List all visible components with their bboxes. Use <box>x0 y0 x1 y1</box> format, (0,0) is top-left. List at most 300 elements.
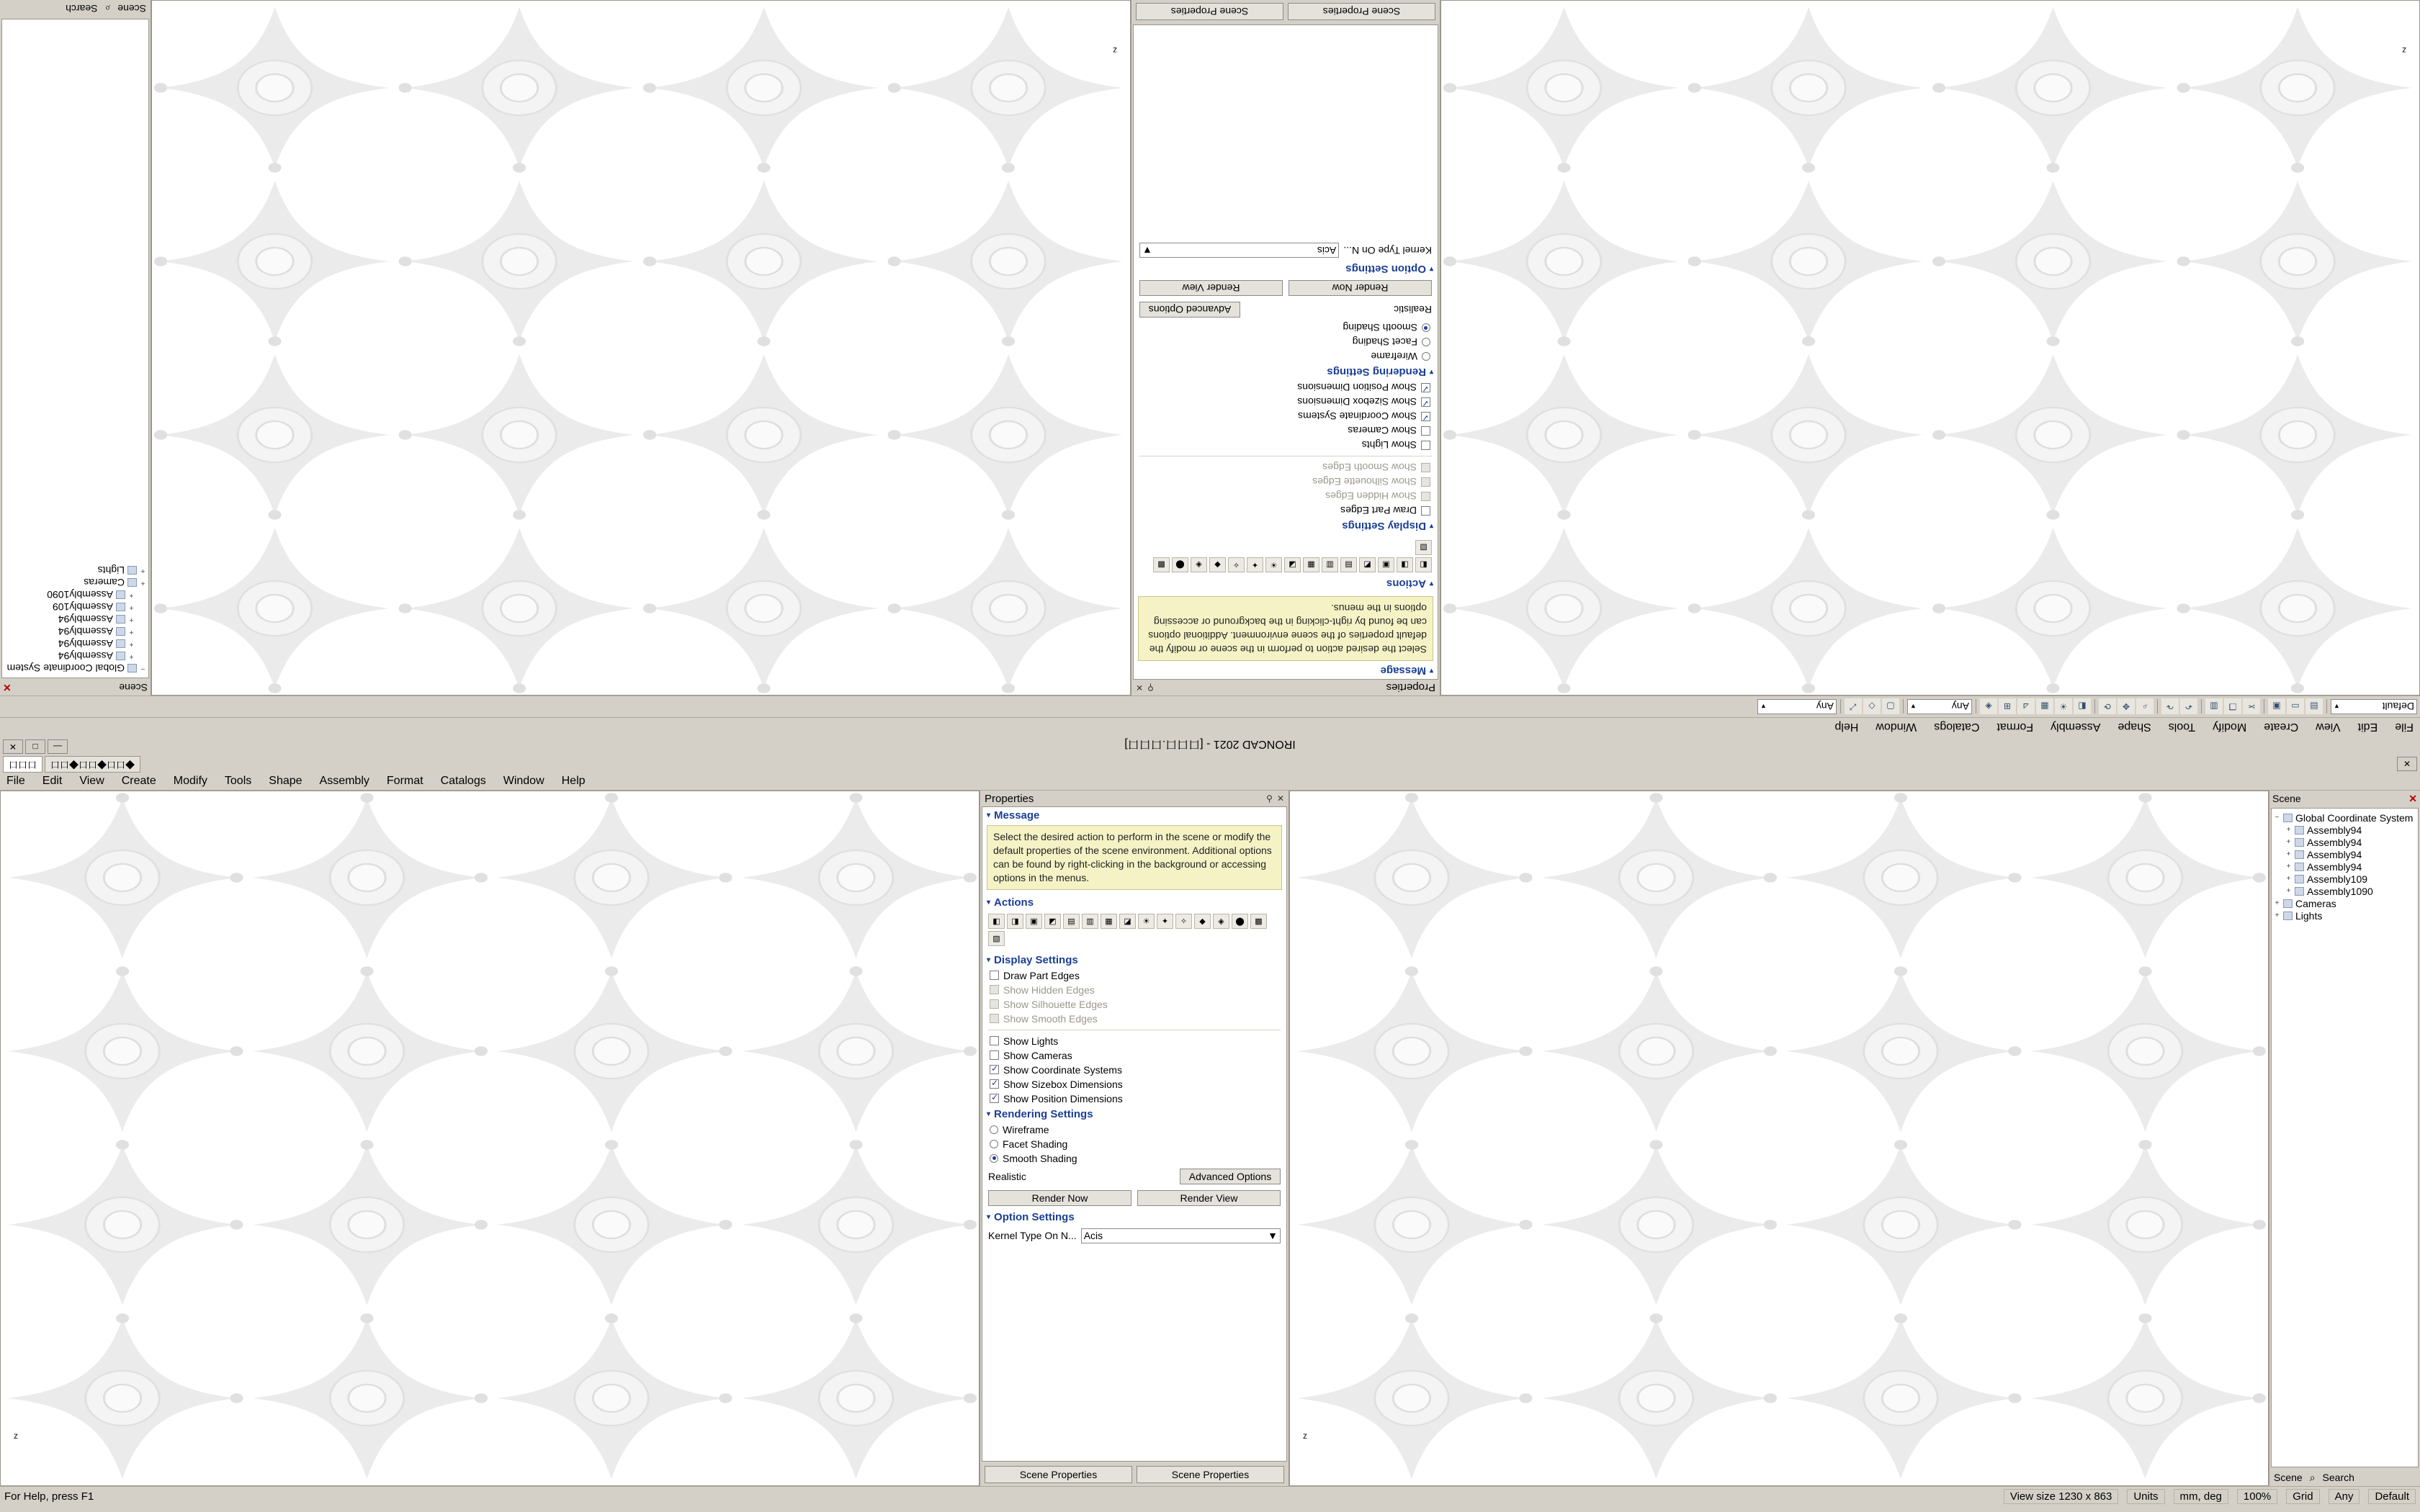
menu-tools[interactable]: Tools <box>224 774 252 787</box>
tree-node-assembly[interactable] <box>2274 836 2416 848</box>
checkbox-icon[interactable] <box>1421 506 1430 516</box>
pin-icon[interactable]: ⚲ <box>1147 683 1154 693</box>
render-buttons[interactable] <box>982 1187 1286 1209</box>
checkbox-label: Draw Part Edges <box>1340 505 1417 517</box>
actions-section-label: Actions <box>1386 577 1426 590</box>
checkbox-label: Show Sizebox Dimensions <box>1297 396 1417 408</box>
checkbox-show-hidden-edges <box>1134 489 1438 503</box>
expander-icon[interactable]: − <box>2275 814 2280 822</box>
checkbox-label: Show Hidden Edges <box>1325 490 1417 503</box>
tree-node-assembly[interactable] <box>2274 885 2416 897</box>
checkbox-icon <box>1421 463 1430 472</box>
search-icon[interactable]: ⌕ <box>104 3 111 15</box>
action-icon-9[interactable]: ☀ <box>1138 914 1155 929</box>
action-icon-7[interactable]: ▦ <box>1303 557 1319 572</box>
assembly-icon <box>116 628 125 636</box>
light-icon[interactable]: ☀ <box>2055 699 2072 715</box>
radio-facet-shading[interactable] <box>982 1137 1286 1151</box>
panel-controls[interactable] <box>1266 793 1284 804</box>
menu-view[interactable]: View <box>79 774 104 787</box>
menu-modify[interactable]: Modify <box>173 774 207 787</box>
menu-catalogs[interactable]: Catalogs <box>440 774 486 787</box>
work-area <box>0 791 2420 1486</box>
action-icon-6[interactable]: ▥ <box>1322 557 1338 572</box>
view-fit-icon[interactable]: ⤢ <box>1845 699 1862 715</box>
status-snap[interactable]: Grid <box>2286 1489 2319 1504</box>
maximize-button[interactable]: □ <box>25 739 45 754</box>
tab-close-icon[interactable]: ✕ <box>2397 757 2417 771</box>
tab-scene-properties-1[interactable]: Scene Properties <box>1288 3 1435 20</box>
radio-icon[interactable] <box>1422 338 1430 346</box>
checkbox-show-lights[interactable] <box>1134 438 1438 452</box>
checkbox-icon[interactable] <box>1421 412 1430 421</box>
realistic-label: Realistic <box>1394 304 1432 316</box>
radio-icon[interactable] <box>1422 323 1430 332</box>
action-icon-12[interactable]: ◆ <box>1194 914 1211 929</box>
tab-scene-properties-1[interactable]: Scene Properties <box>985 1466 1132 1483</box>
zoom-icon[interactable]: ⌕ <box>2136 699 2154 715</box>
assembly-icon <box>116 616 125 624</box>
status-view-size: View size 1230 x 863 <box>2004 1489 2118 1504</box>
menu-file[interactable]: File <box>2395 721 2414 734</box>
status-any[interactable]: Any <box>2329 1489 2360 1504</box>
assembly-icon <box>116 640 125 649</box>
snap-icon[interactable]: ◈ <box>1980 699 1997 715</box>
action-icon-1[interactable]: ◧ <box>1415 557 1432 572</box>
view-front-icon[interactable]: ▢ <box>1882 699 1899 715</box>
render-view-button[interactable]: Render View <box>1137 1190 1281 1206</box>
checkbox-icon <box>990 999 999 1009</box>
menu-help[interactable]: Help <box>1834 721 1859 734</box>
menu-format[interactable]: Format <box>1996 721 2034 734</box>
tree-node-assembly[interactable] <box>4 601 146 613</box>
checkbox-show-coordinate-systems[interactable] <box>982 1063 1286 1077</box>
action-icon-16[interactable]: ▧ <box>1415 540 1432 555</box>
realistic-row[interactable] <box>982 1166 1286 1187</box>
rendering-settings-label: Rendering Settings <box>1327 366 1426 379</box>
model-render <box>152 1 1130 695</box>
menu-tools[interactable]: Tools <box>2168 721 2196 734</box>
checkbox-show-position-dimensions[interactable] <box>1134 380 1438 395</box>
scene-browser-header <box>0 680 151 696</box>
checkbox-draw-part-edges[interactable] <box>982 968 1286 983</box>
action-icon-1[interactable]: ◧ <box>988 914 1005 929</box>
tree-node-assembly[interactable] <box>2274 824 2416 836</box>
expander-icon[interactable]: + <box>2286 826 2291 834</box>
tree-node-assembly[interactable] <box>4 638 146 650</box>
expander-icon[interactable]: + <box>129 603 134 611</box>
tree-node-lights[interactable] <box>4 564 146 577</box>
scene-browser <box>2269 791 2420 1486</box>
tab-scene[interactable]: Scene <box>117 3 146 14</box>
menu-assembly[interactable]: Assembly <box>2051 721 2101 734</box>
option-settings-header[interactable] <box>1134 261 1438 277</box>
scene-tree[interactable] <box>1 19 149 678</box>
checkbox-icon[interactable] <box>990 1036 999 1045</box>
document-tab-strip[interactable] <box>0 756 2420 772</box>
checkbox-label: Show Smooth Edges <box>1322 462 1417 474</box>
render-now-button[interactable]: Render Now <box>988 1190 1131 1206</box>
expander-icon[interactable]: − <box>140 665 145 672</box>
realistic-label: Realistic <box>988 1170 1026 1182</box>
tree-node-label: Assembly94 <box>58 650 113 662</box>
tab-scene-properties-2[interactable]: Scene Properties <box>1137 1466 1284 1483</box>
close-icon[interactable]: ✕ <box>3 682 12 694</box>
menu-format[interactable]: Format <box>386 774 424 787</box>
document-tab-2[interactable]: 口口◆口口◆口口◆ <box>45 756 140 773</box>
axis-label-z: z <box>1113 45 1117 55</box>
scene-browser-tabs[interactable] <box>0 0 151 17</box>
render-buttons[interactable] <box>1134 277 1438 299</box>
expander-icon[interactable]: + <box>129 652 134 660</box>
checkbox-icon[interactable] <box>990 1050 999 1060</box>
style-combo[interactable]: Default ▼ <box>2331 699 2417 714</box>
properties-panel <box>1131 0 1440 696</box>
scene-properties-tabs[interactable] <box>980 1463 1289 1486</box>
radio-icon[interactable] <box>1422 352 1430 361</box>
expander-icon[interactable]: + <box>2286 863 2291 870</box>
chevron-down-icon: ▾ <box>987 1110 991 1118</box>
expander-icon[interactable]: + <box>2286 887 2291 895</box>
checkbox-label: Show Position Dimensions <box>1003 1092 1123 1104</box>
status-units-value[interactable]: mm, deg <box>2174 1489 2228 1504</box>
checkbox-icon[interactable] <box>990 971 999 980</box>
message-section-label: Message <box>1380 665 1426 677</box>
actions-section-label: Actions <box>994 896 1034 909</box>
menu-shape[interactable]: Shape <box>2118 721 2151 734</box>
action-icon-2[interactable]: ◨ <box>1397 557 1413 572</box>
copy-icon[interactable]: ❐ <box>2224 699 2241 715</box>
assembly-icon <box>2295 863 2304 871</box>
panel-controls[interactable] <box>1136 683 1154 693</box>
actions-section-header[interactable] <box>982 894 1286 911</box>
tree-node-cameras[interactable] <box>4 577 146 589</box>
checkbox-label: Show Lights <box>1361 439 1417 451</box>
action-icon-8[interactable]: ◪ <box>1119 914 1136 929</box>
kernel-type-row[interactable] <box>1134 240 1438 261</box>
menu-edit[interactable]: Edit <box>42 774 63 787</box>
minimize-button[interactable]: — <box>48 739 68 754</box>
expander-icon[interactable]: + <box>129 591 134 599</box>
render-now-button[interactable]: Render Now <box>1289 280 1432 296</box>
checkbox-show-sizebox-dimensions[interactable] <box>1134 395 1438 409</box>
expander-icon[interactable]: + <box>2286 838 2291 846</box>
expander-icon[interactable]: + <box>140 567 145 575</box>
radio-icon[interactable] <box>990 1125 998 1134</box>
expander-icon[interactable]: + <box>2275 899 2280 907</box>
menu-bar[interactable] <box>0 772 2420 791</box>
checkbox-label: Show Position Dimensions <box>1297 382 1417 394</box>
checkbox-show-position-dimensions[interactable] <box>982 1092 1286 1106</box>
checkbox-icon[interactable] <box>990 1094 999 1103</box>
radio-label: Smooth Shading <box>1343 322 1417 334</box>
filter-combo[interactable]: Any ▼ <box>1907 699 1972 714</box>
tab-search[interactable]: Search <box>66 3 98 14</box>
render-view-button[interactable]: Render View <box>1139 280 1283 296</box>
tree-node-assembly[interactable] <box>4 589 146 601</box>
action-icon-4[interactable]: ◩ <box>1044 914 1061 929</box>
radio-smooth-shading[interactable] <box>982 1151 1286 1166</box>
actions-icon-grid[interactable] <box>982 911 1286 952</box>
tree-node-label: Assembly94 <box>2307 836 2362 848</box>
tree-node-global-coordinate-system[interactable] <box>2274 811 2416 824</box>
menu-catalogs[interactable]: Catalogs <box>1934 721 1980 734</box>
radio-icon[interactable] <box>990 1154 998 1163</box>
message-section-header[interactable] <box>982 807 1286 824</box>
action-icon-7[interactable]: ▦ <box>1101 914 1117 929</box>
tab-scene-properties-2[interactable]: Scene Properties <box>1136 3 1283 20</box>
checkbox-icon <box>1421 477 1430 487</box>
status-bar <box>0 1486 2420 1506</box>
checkbox-icon[interactable] <box>1421 383 1430 392</box>
pan-icon[interactable]: ✥ <box>2118 699 2135 715</box>
tab-search[interactable]: Search <box>2322 1472 2354 1483</box>
menu-window[interactable]: Window <box>503 774 544 787</box>
checkbox-show-hidden-edges <box>982 983 1286 997</box>
scene-browser-header <box>2269 791 2420 806</box>
kernel-type-row[interactable] <box>982 1225 1286 1246</box>
model-render <box>1441 1 2419 695</box>
advanced-options-button[interactable]: Advanced Options <box>1139 302 1240 318</box>
action-icon-15[interactable]: ▩ <box>1250 914 1267 929</box>
action-icon-11[interactable]: ✧ <box>1228 557 1245 572</box>
axis-triad <box>11 1431 54 1474</box>
tree-node-assembly[interactable] <box>2274 860 2416 873</box>
render-icon[interactable]: ◧ <box>2074 699 2091 715</box>
tree-node-assembly[interactable] <box>4 650 146 662</box>
checkbox-label: Show Cameras <box>1348 425 1417 437</box>
expander-icon[interactable]: + <box>140 579 145 587</box>
tree-node-cameras[interactable] <box>2274 897 2416 909</box>
checkbox-icon[interactable] <box>990 1065 999 1074</box>
radio-smooth-shading[interactable] <box>1134 320 1438 335</box>
checkbox-show-sizebox-dimensions[interactable] <box>982 1077 1286 1092</box>
display-settings-label: Display Settings <box>1342 520 1426 533</box>
view-iso-icon[interactable]: ◇ <box>1863 699 1881 715</box>
paste-icon[interactable]: ▥ <box>2205 699 2223 715</box>
viewport-right[interactable] <box>151 0 1131 696</box>
menu-window[interactable]: Window <box>1876 721 1917 734</box>
kernel-type-label: Kernel Type On N... <box>988 1230 1077 1242</box>
action-icon-10[interactable]: ✦ <box>1247 557 1263 572</box>
action-icon-8[interactable]: ◪ <box>1284 557 1301 572</box>
tree-node-assembly[interactable] <box>4 626 146 638</box>
main-toolbar[interactable] <box>0 696 2420 717</box>
menu-assembly[interactable]: Assembly <box>319 774 369 787</box>
axis-label-z: z <box>1303 1431 1307 1441</box>
checkbox-icon <box>990 985 999 994</box>
chevron-down-icon: ▾ <box>987 898 991 906</box>
action-icon-5[interactable]: ▤ <box>1063 914 1080 929</box>
tree-node-label: Cameras <box>2295 897 2336 909</box>
tree-node-assembly[interactable] <box>2274 873 2416 885</box>
work-area <box>0 0 2420 696</box>
assembly-icon <box>116 603 125 612</box>
message-text: Select the desired action to perform in the scene or modify the default properties of the scene environment. Additional options can be found by right-clicking in the background or accessing options in the menus. <box>987 825 1282 890</box>
action-icon-6[interactable]: ▥ <box>1082 914 1098 929</box>
close-button[interactable]: ✕ <box>3 739 23 754</box>
kernel-type-value: Acis <box>1317 244 1337 256</box>
display-settings-header[interactable] <box>982 952 1286 968</box>
camera-icon[interactable]: ▦ <box>2036 699 2053 715</box>
checkbox-show-cameras[interactable] <box>982 1048 1286 1063</box>
kernel-type-select[interactable]: Acis ▼ <box>1081 1228 1281 1243</box>
menu-view[interactable]: View <box>2316 721 2341 734</box>
tree-node-label: Assembly1090 <box>47 589 113 601</box>
realistic-row[interactable] <box>1134 299 1438 320</box>
action-icon-5[interactable]: ▤ <box>1340 557 1357 572</box>
chevron-down-icon: ▾ <box>987 955 991 964</box>
tab-scene[interactable]: Scene <box>2274 1472 2303 1483</box>
close-icon[interactable]: ✕ <box>1276 793 1284 804</box>
menu-create[interactable]: Create <box>121 774 156 787</box>
expander-icon[interactable]: + <box>2275 912 2280 919</box>
rotate-icon[interactable]: ⟳ <box>2099 699 2116 715</box>
window-buttons[interactable] <box>3 739 68 754</box>
rendering-settings-label: Rendering Settings <box>994 1107 1093 1120</box>
properties-title: Properties <box>985 792 1034 805</box>
expander-icon[interactable]: + <box>129 616 134 624</box>
menu-file[interactable]: File <box>6 774 25 787</box>
action-icon-2[interactable]: ◨ <box>1007 914 1023 929</box>
action-icon-11[interactable]: ✧ <box>1175 914 1192 929</box>
menu-bar[interactable] <box>0 717 2420 736</box>
expander-icon[interactable]: + <box>2286 850 2291 858</box>
menu-edit[interactable]: Edit <box>2357 721 2378 734</box>
model-render <box>1290 791 2268 1485</box>
checkbox-draw-part-edges[interactable] <box>1134 503 1438 518</box>
radio-icon[interactable] <box>990 1140 998 1148</box>
new-icon[interactable]: ▤ <box>2305 699 2323 715</box>
axis-triad <box>2366 12 2409 55</box>
measure-icon[interactable]: ⊿ <box>2017 699 2035 715</box>
axis-label-z: z <box>2402 45 2406 55</box>
tree-node-assembly[interactable] <box>2274 848 2416 860</box>
scene-properties-tabs[interactable] <box>1131 0 1440 23</box>
tree-node-label: Assembly94 <box>58 613 113 626</box>
action-icon-9[interactable]: ☀ <box>1265 557 1282 572</box>
action-icon-16[interactable]: ▧ <box>988 931 1005 946</box>
advanced-options-button[interactable]: Advanced Options <box>1180 1169 1281 1184</box>
tree-node-label: Lights <box>97 564 125 577</box>
assembly-icon <box>2295 850 2304 859</box>
rendering-settings-header[interactable] <box>982 1106 1286 1122</box>
scene-tree[interactable] <box>2271 808 2419 1467</box>
save-icon[interactable]: ▣ <box>2268 699 2285 715</box>
kernel-type-select[interactable]: Acis ▼ <box>1139 243 1339 258</box>
status-units-label: Units <box>2127 1489 2164 1504</box>
tree-node-assembly[interactable] <box>4 613 146 626</box>
radio-wireframe[interactable] <box>982 1122 1286 1137</box>
message-section-header[interactable] <box>1134 662 1438 679</box>
expander-icon[interactable]: + <box>129 640 134 648</box>
display-settings-header[interactable] <box>1134 518 1438 534</box>
checkbox-icon[interactable] <box>990 1079 999 1089</box>
checkbox-icon[interactable] <box>1421 441 1430 450</box>
checkbox-show-silhouette-edges <box>1134 474 1438 489</box>
action-icon-14[interactable]: ⬤ <box>1232 914 1248 929</box>
viewport-left[interactable] <box>0 791 980 1486</box>
app-window <box>0 756 2420 1512</box>
checkbox-label: Draw Part Edges <box>1003 969 1080 981</box>
actions-icon-grid[interactable] <box>1134 534 1438 575</box>
units-combo[interactable]: Any ▼ <box>1757 699 1837 714</box>
action-icon-13[interactable]: ◈ <box>1213 914 1229 929</box>
menu-create[interactable]: Create <box>2264 721 2299 734</box>
undo-icon[interactable]: ↶ <box>2180 699 2197 715</box>
viewport-left[interactable] <box>1440 0 2420 696</box>
message-text: Select the desired action to perform in the scene or modify the default properties of the scene environment. Additional options can be found by right-clicking in the background or accessing options in the menus. <box>1138 596 1433 661</box>
menu-help[interactable]: Help <box>561 774 586 787</box>
cut-icon[interactable]: ✂ <box>2243 699 2260 715</box>
action-icon-12[interactable]: ◆ <box>1209 557 1226 572</box>
rendering-settings-header[interactable] <box>1134 364 1438 380</box>
properties-title-bar <box>1131 680 1440 696</box>
tree-node-label: Assembly109 <box>2307 873 2368 885</box>
grid-icon[interactable]: ⊞ <box>1999 699 2016 715</box>
axis-triad <box>1300 1431 1343 1474</box>
action-icon-3[interactable]: ▣ <box>1026 914 1042 929</box>
action-icon-14[interactable]: ⬤ <box>1172 557 1188 572</box>
checkbox-show-coordinate-systems[interactable] <box>1134 409 1438 423</box>
close-icon[interactable]: ✕ <box>1136 683 1144 693</box>
checkbox-label: Show Coordinate Systems <box>1298 410 1417 423</box>
checkbox-label: Show Silhouette Edges <box>1003 998 1108 1010</box>
scene-browser-tabs[interactable] <box>2269 1469 2420 1486</box>
axis-label-z: z <box>14 1431 18 1441</box>
checkbox-icon <box>990 1014 999 1023</box>
viewport-right[interactable] <box>1289 791 2269 1486</box>
action-icon-3[interactable]: ▣ <box>1378 557 1394 572</box>
status-zoom[interactable]: 100% <box>2237 1489 2277 1504</box>
tree-node-label: Global Coordinate System <box>6 662 125 675</box>
menu-modify[interactable]: Modify <box>2213 721 2247 734</box>
checkbox-show-cameras[interactable] <box>1134 423 1438 438</box>
action-icon-10[interactable]: ✦ <box>1157 914 1173 929</box>
radio-wireframe[interactable] <box>1134 349 1438 364</box>
action-icon-4[interactable]: ◩ <box>1359 557 1376 572</box>
axis-triad <box>1077 12 1120 55</box>
pin-icon[interactable]: ⚲ <box>1266 793 1273 804</box>
checkbox-icon[interactable] <box>1421 397 1430 407</box>
action-icon-15[interactable]: ▩ <box>1153 557 1170 572</box>
redo-icon[interactable]: ↷ <box>2161 699 2179 715</box>
open-icon[interactable]: ▭ <box>2287 699 2304 715</box>
model-render <box>1 791 979 1485</box>
action-icon-13[interactable]: ◈ <box>1191 557 1207 572</box>
expander-icon[interactable]: + <box>2286 875 2291 883</box>
option-settings-header[interactable] <box>982 1209 1286 1225</box>
tree-node-lights[interactable] <box>2274 909 2416 922</box>
assembly-icon <box>116 652 125 661</box>
assembly-icon <box>2295 838 2304 847</box>
tree-node-label: Assembly94 <box>58 638 113 650</box>
menu-shape[interactable]: Shape <box>269 774 302 787</box>
checkbox-label: Show Hidden Edges <box>1003 984 1095 996</box>
checkbox-icon[interactable] <box>1421 426 1430 436</box>
checkbox-show-smooth-edges <box>982 1012 1286 1026</box>
document-tab-1[interactable]: 口口口 <box>3 756 42 773</box>
expander-icon[interactable]: + <box>129 628 134 636</box>
tree-node-global-coordinate-system[interactable] <box>4 662 146 675</box>
actions-section-header[interactable] <box>1134 575 1438 592</box>
status-hint: For Help, press F1 <box>4 1490 94 1503</box>
radio-facet-shading[interactable] <box>1134 335 1438 349</box>
search-icon[interactable]: ⌕ <box>2309 1471 2316 1483</box>
close-icon[interactable]: ✕ <box>2408 792 2417 804</box>
status-default[interactable]: Default <box>2368 1489 2416 1504</box>
checkbox-show-lights[interactable] <box>982 1034 1286 1048</box>
